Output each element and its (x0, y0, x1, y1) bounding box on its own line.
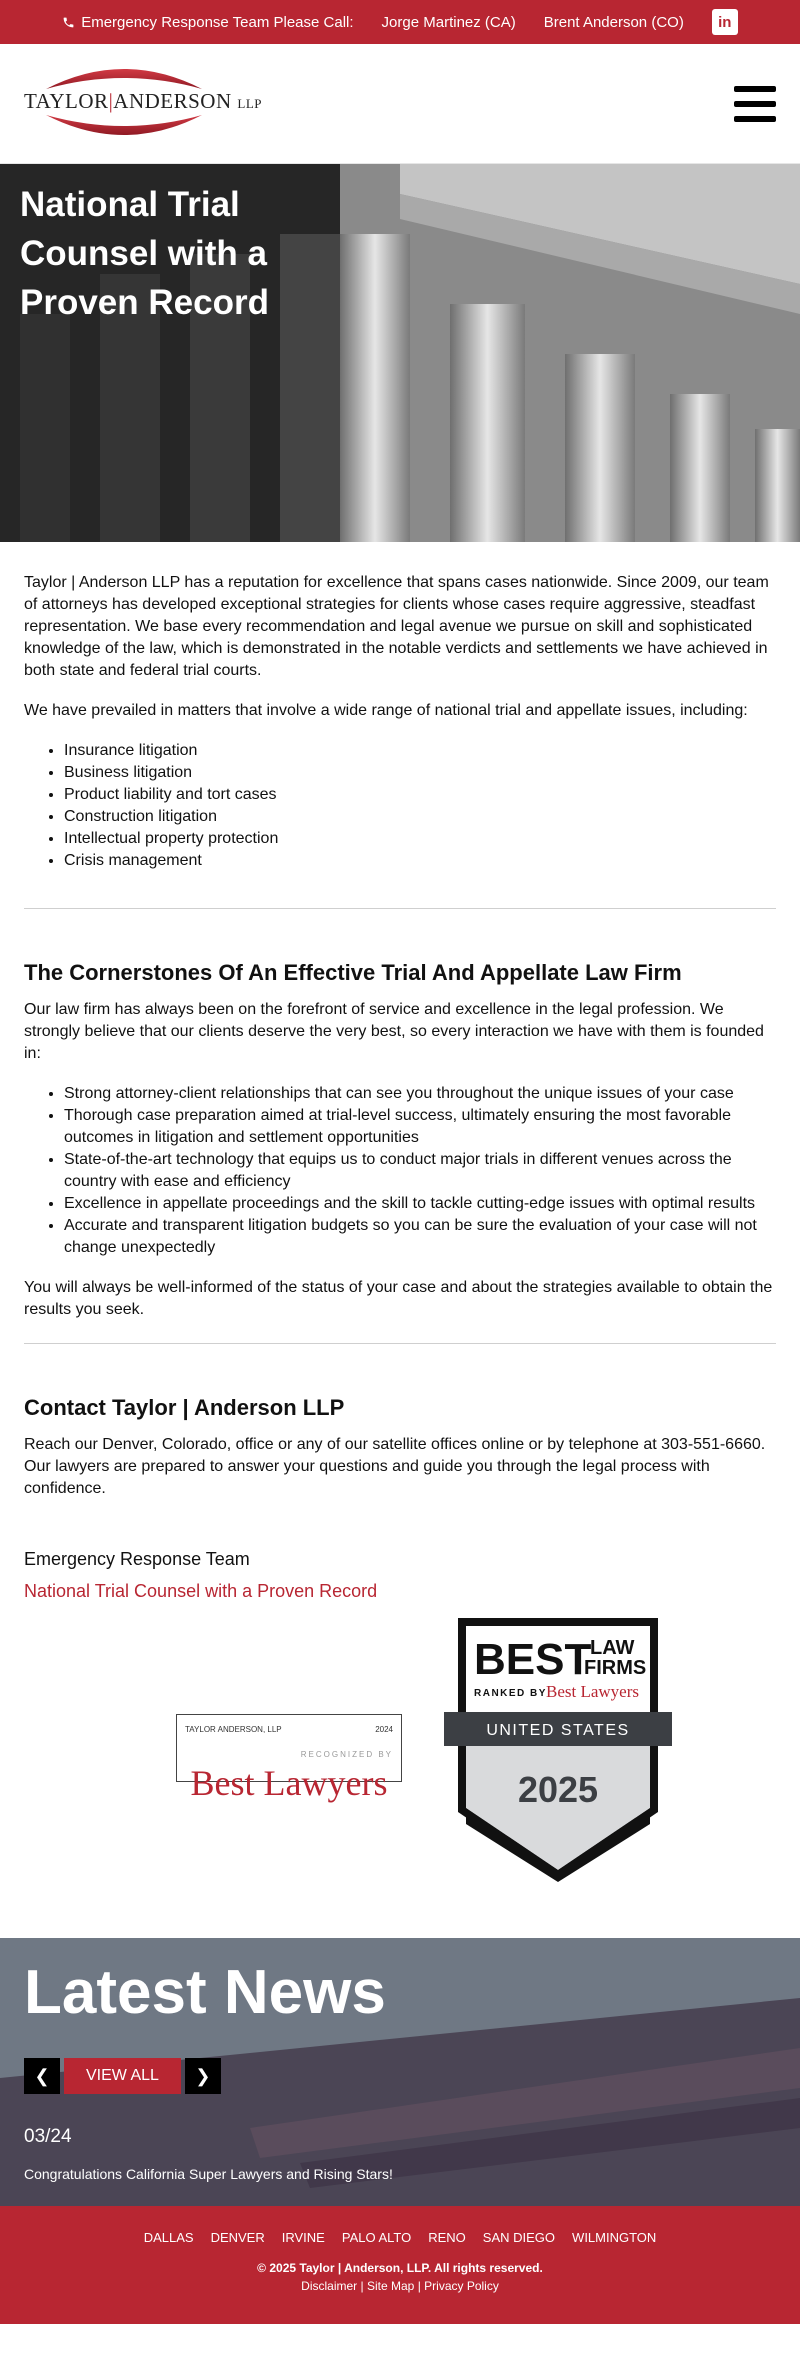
news-date: 03/24 (24, 2126, 72, 2147)
hamburger-menu-icon[interactable] (734, 86, 776, 122)
view-all-button[interactable]: VIEW ALL (64, 2058, 181, 2094)
copyright: © 2025 Taylor | Anderson, LLP. All rights reserved. (257, 2261, 543, 2275)
list-item: • Construction litigation (64, 806, 776, 828)
list-item: • Strong attorney-client relationships that can see you throughout the unique issues of your case (64, 1083, 776, 1105)
logo-part-2: ANDERSON (113, 88, 232, 113)
courthouse-columns-drawing (340, 164, 800, 542)
linkedin-icon[interactable]: in (712, 9, 738, 35)
news-heading: Latest News (24, 1958, 386, 2027)
city-link-san-diego[interactable]: SAN DIEGO (482, 2230, 556, 2245)
list-item: • Thorough case preparation aimed at trial-level success, ultimately ensuring the most favorable outcomes in litigation and settlement opportunities (64, 1105, 776, 1149)
courthouse-columns-image (340, 164, 800, 542)
top-bar (0, 0, 800, 44)
emergency-response-label: Emergency Response Team (24, 1549, 250, 1569)
badge-brand: Best Lawyers (190, 1763, 388, 1803)
intro-paragraph-1: Taylor | Anderson LLP has a reputation for excellence that spans cases nationwide. Since 2009, our team of attorneys has developed exceptional strategies for clients whose cases require aggressive, steadfast representation. We base every recommendation and legal avenue we pursue on skill and sophisticated knowledge of the law, which is demonstrated in the notable verdicts and settlements we have achieved in both state and federal trial courts. (24, 574, 769, 679)
disclaimer-link[interactable]: Disclaimer (301, 2279, 358, 2293)
list-item: • Excellence in appellate proceedings and the skill to tackle cutting-edge issues with optimal results (64, 1193, 776, 1215)
badge-best-text: BEST (474, 1635, 592, 1684)
link-separator: | (417, 2279, 421, 2293)
logo-suffix: LLP (237, 95, 262, 111)
cornerstones-list (64, 1083, 776, 1259)
list-item: • Crisis management (64, 850, 776, 872)
badge-recognized: RECOGNIZED BY (300, 1750, 393, 1759)
chevron-left-icon[interactable]: ❮ (24, 2058, 60, 2094)
section-divider (24, 908, 776, 909)
city-link-dallas[interactable]: DALLAS (143, 2230, 194, 2245)
logo-separator: | (108, 88, 114, 113)
tagline-link[interactable]: National Trial Counsel with a Proven Record (24, 1581, 378, 1601)
chevron-right-icon[interactable]: ❯ (185, 2058, 221, 2094)
list-item: • State-of-the-art technology that equips us to conduct major trials in different venues across the country with ease and efficiency (64, 1149, 776, 1193)
badge-ranked-by: RANKED BY (474, 1688, 547, 1699)
site-footer (0, 2206, 800, 2324)
latest-news-section (0, 1938, 800, 2206)
main-content (0, 542, 800, 1906)
hero-banner (0, 164, 800, 542)
news-controls (24, 2058, 221, 2094)
cornerstones-paragraph-2: You will always be well-informed of the status of your case and about the strategies available to obtain the results you seek. (24, 1279, 773, 1318)
badge-country: UNITED STATES (486, 1722, 630, 1739)
contact-paragraph: Reach our Denver, Colorado, office or any of our satellite offices online or by telephone at 303-551-6660. Our lawyers are prepared to answer your questions and guide you through the legal process with confidence. (24, 1436, 766, 1497)
badge-year-2025: 2025 (517, 1769, 599, 1810)
news-headline-link[interactable]: Congratulations California Super Lawyers and Rising Stars! (24, 2166, 393, 2182)
hero-title: National Trial Counsel with a Proven Record (20, 185, 269, 322)
list-item: • Intellectual property protection (64, 828, 776, 850)
firm-logo[interactable] (24, 59, 262, 149)
badge-firms-text: FIRMS (584, 1657, 647, 1679)
city-link-reno[interactable]: RENO (428, 2230, 466, 2245)
intro-paragraph-2: We have prevailed in matters that involve a wide range of national trial and appellate issues, including: (24, 702, 748, 719)
list-item: • Accurate and transparent litigation budgets so you can be sure the evaluation of your case will not change unexpectedly (64, 1215, 776, 1259)
office-locations (0, 2230, 800, 2245)
phone-icon (62, 16, 75, 29)
badge-law-text: LAW (590, 1637, 635, 1659)
badge-ranked-brand: Best Lawyers (546, 1682, 640, 1701)
badge-firm-name: TAYLOR ANDERSON, LLP (185, 1725, 282, 1734)
practice-areas-list (64, 740, 776, 872)
contact-heading: Contact Taylor | Anderson LLP (24, 1395, 345, 1420)
city-link-irvine[interactable]: IRVINE (281, 2230, 325, 2245)
city-link-wilmington[interactable]: WILMINGTON (572, 2230, 657, 2245)
emergency-call (62, 14, 353, 31)
best-law-firms-badge[interactable] (444, 1616, 672, 1882)
site-header (0, 44, 800, 164)
emergency-label: Emergency Response Team Please Call: (81, 13, 354, 31)
list-item: • Insurance litigation (64, 740, 776, 762)
privacy-policy-link[interactable]: Privacy Policy (424, 2279, 499, 2293)
link-separator: | (360, 2279, 364, 2293)
list-item: • Product liability and tort cases (64, 784, 776, 806)
city-link-palo-alto[interactable]: PALO ALTO (341, 2230, 412, 2245)
cornerstones-heading: The Cornerstones Of An Effective Trial And Appellate Law Firm (24, 960, 682, 985)
list-item: • Business litigation (64, 762, 776, 784)
logo-wordmark (24, 88, 262, 114)
awards-badges (24, 1616, 776, 1906)
contact-jorge-martinez-link[interactable]: Jorge Martinez (CA) (381, 13, 516, 31)
logo-part-1: TAYLOR (24, 88, 109, 113)
city-link-denver[interactable]: DENVER (210, 2230, 265, 2245)
cornerstones-paragraph-1: Our law firm has always been on the forefront of service and excellence in the legal profession. We strongly believe that our clients deserve the very best, so every interaction we have with them is founded in: (24, 1001, 764, 1062)
legal-links (0, 2279, 800, 2293)
badge-year: 2024 (375, 1725, 393, 1734)
contact-brent-anderson-link[interactable]: Brent Anderson (CO) (543, 13, 684, 31)
site-map-link[interactable]: Site Map (366, 2279, 415, 2293)
best-lawyers-badge[interactable] (176, 1714, 402, 1803)
section-divider (24, 1343, 776, 1344)
